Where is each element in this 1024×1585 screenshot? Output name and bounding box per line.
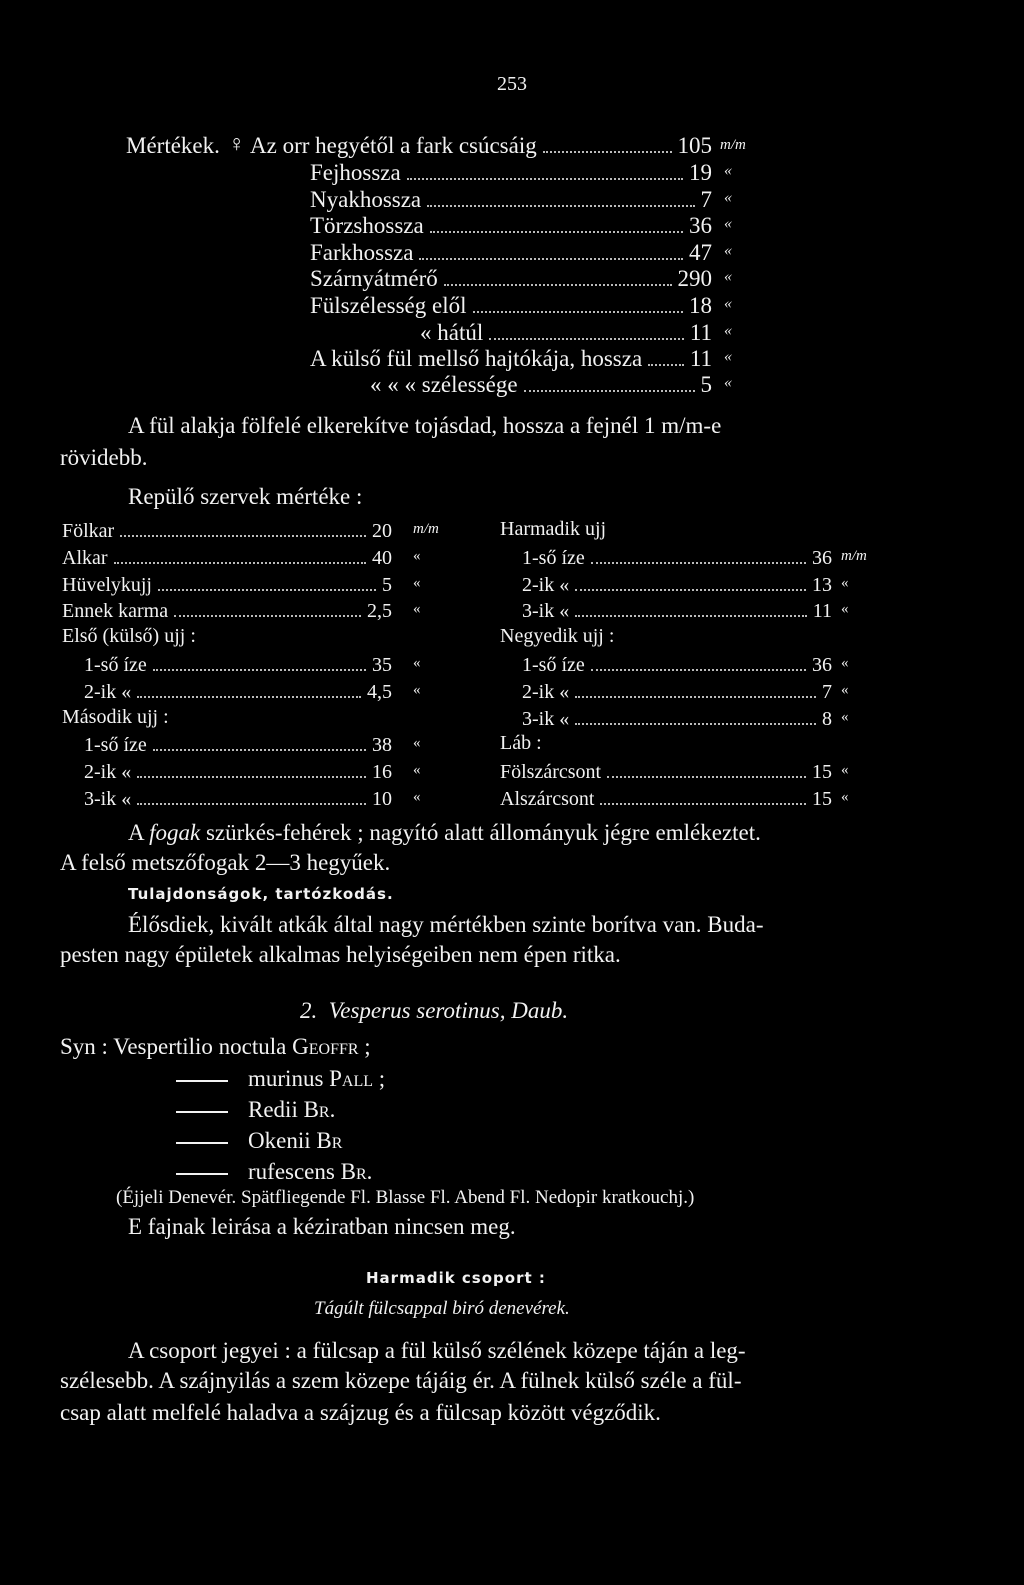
leader-dots [137,803,366,805]
column-row-unit: « [413,547,421,564]
measurement-value: 36 [689,213,712,238]
column-row-value: 36 [812,546,832,569]
leader-dots [607,776,806,778]
column-row-unit: « [413,601,421,618]
synonym-name: Okenii [248,1128,311,1153]
column-row-value: 20 [372,520,392,542]
dash-mark [176,1173,228,1175]
column-row-value: 4,5 [367,680,392,703]
leader-dots [174,615,361,617]
ditto-mark: « [724,215,732,232]
column-row-unit: m/m [841,547,867,564]
measurement-row [310,293,712,319]
measurement-row [310,346,712,372]
column-row-value: 36 [812,654,832,676]
column-row-unit: « [841,681,849,698]
column-row-value: 8 [822,707,832,730]
column-row-unit: « [841,789,849,805]
column-row [500,786,832,812]
column-row-label: Alszárcsont [500,788,595,810]
column-row-unit: « [841,655,849,671]
column-row [522,652,832,678]
measurement-value: 105 [677,133,712,158]
ditto-mark: « [724,348,732,365]
teeth-line2: A felső metszőfogak 2—3 hegyűek. [60,850,391,875]
measurement-value: 18 [689,293,712,318]
leader-dots [427,205,694,207]
ear-text-line2: rövidebb. [60,445,148,470]
column-row [84,679,392,705]
ditto-mark: « [724,268,732,285]
leader-dots [575,615,807,617]
ditto-mark: « [724,295,732,312]
page-number: 253 [497,73,527,95]
leader-dots [430,231,683,233]
column-row-value: 5 [382,573,392,596]
measurement-value: 11 [689,320,712,345]
ditto-mark: « [724,374,732,391]
column-row-value: 15 [812,788,832,810]
leader-dots [575,589,806,591]
leader-dots [600,803,806,805]
column-row [84,759,392,785]
column-row-label: 2-ik « [84,761,132,784]
group-line1: A csoport jegyei : a fülcsap a fül külső szélének közepe táján a leg- [128,1338,746,1363]
group-line3: csap alatt melfelé haladva a szájzug és a fülcsap között végződik. [60,1400,661,1425]
column-row-value: 35 [372,654,392,676]
column-row [84,786,392,812]
column-row-label: 3-ik « [84,788,132,810]
flight-heading: Repülő szervek mértéke : [128,484,363,509]
measurement-value: 5 [700,372,712,397]
column-row-value: 15 [812,761,832,784]
column-row-unit: « [413,762,421,779]
leader-dots [114,562,366,564]
column-row [62,598,392,624]
leader-dots [648,364,684,366]
column-row-label: 2-ik « [84,680,132,703]
measurement-label: Az orr hegyétől a fark csúcsáig [250,133,537,158]
measurement-row [310,160,712,186]
measurement-row [310,240,712,266]
column-row-label: 3-ik « [522,600,570,623]
common-names: (Éjjeli Denevér. Spätfliegende Fl. Blasse Fl. Abend Fl. Nedopir kratkouchj.) [116,1187,695,1208]
female-sign-icon: ♀ [228,131,246,156]
column-subheading: Láb : [500,732,542,755]
missing-description: E fajnak leirása a kéziratban nincsen meg. [128,1214,516,1239]
leader-dots [591,669,806,671]
column-row [62,518,392,544]
column-row [522,572,832,598]
column-row-label: 1-ső íze [522,654,585,676]
measurement-value: 47 [689,240,712,265]
ditto-mark: « [724,162,732,179]
leader-dots [158,589,376,591]
measurement-label: Fülszélesség elől [310,293,467,318]
column-row [522,679,832,705]
measurement-label: Farkhossza [310,240,414,265]
properties-heading: Tulajdonságok, tartózkodás. [128,885,394,903]
leader-dots [524,390,695,392]
measurement-label: Fejhossza [310,160,401,185]
synonym-row [124,1066,385,1092]
leader-dots [137,696,361,698]
column-row-unit: « [841,574,849,591]
synonym-name: murinus [248,1066,324,1091]
synonym-row [124,1097,335,1123]
unit-mm: m/m [720,137,746,153]
measurement-label: A külső fül mellső hajtókája, hossza [310,346,643,371]
column-row-label: Alkar [62,546,108,569]
column-row [522,598,832,624]
column-row-label: 1-ső íze [84,734,147,757]
column-row-unit: « [841,601,849,618]
leader-dots [575,696,816,698]
column-row-value: 11 [812,600,832,623]
synonym-name: rufescens [248,1159,335,1184]
synonym-name: Redii [248,1097,298,1122]
column-row-label: 1-ső íze [84,654,147,676]
column-row-label: Fölszárcsont [500,761,602,784]
leader-dots [489,338,684,340]
leader-dots [543,151,672,153]
ditto-mark: « [724,322,732,339]
measurement-label: Nyakhossza [310,187,422,212]
measurement-label: « hátúl [420,320,484,345]
habitat-line2: pesten nagy épületek alkalmas helyiségeiben nem épen ritka. [60,942,621,967]
column-row [522,706,832,732]
column-row-value: 7 [822,680,832,703]
dash-mark [176,1080,228,1082]
measurement-row [310,266,712,292]
measurement-label: Törzshossza [310,213,424,238]
column-row-unit: « [841,762,849,779]
synonym-author: Br. [340,1159,373,1184]
column-subheading: Harmadik ujj [500,518,607,540]
column-subheading: Második ujj : [62,705,169,728]
column-row [84,652,392,678]
measurement-row [310,187,712,213]
measurement-row [310,213,712,239]
ear-text-line1: A fül alakja fölfelé elkerekítve tojásdad, hossza a fejnél 1 m/m-e [128,413,722,438]
leader-dots [153,749,366,751]
synonym-author: Br. [303,1097,336,1122]
dash-mark [176,1142,228,1144]
column-row-unit: « [413,655,421,671]
synonym-author: Br [316,1128,343,1153]
column-row [62,545,392,571]
column-row [62,572,392,598]
column-subheading: Negyedik ujj : [500,625,615,648]
group-heading: Harmadik csoport : [366,1269,546,1287]
leader-dots [473,311,684,313]
column-row-value: 2,5 [367,600,392,623]
measurement-row [420,320,712,346]
measurements-label: Mértékek. [126,133,220,158]
column-row-label: 2-ik « [522,680,570,703]
leader-dots [120,535,366,537]
teeth-line1: A fogak szürkés-fehérek ; nagyító alatt állományuk jégre emlékeztet. [128,820,761,845]
column-row-value: 13 [812,573,832,596]
column-row-label: Fölkar [62,520,115,542]
column-row [500,759,832,785]
measurement-label: Szárnyátmérő [310,266,438,291]
leader-dots [407,178,683,180]
column-row-value: 38 [372,734,392,757]
ditto-mark: « [724,242,732,259]
group-subtitle: Tágúlt fülcsappal biró denevérek. [314,1298,570,1319]
dash-mark [176,1111,228,1113]
column-row-value: 16 [372,761,392,784]
measurement-value: 11 [689,346,712,371]
group-line2: szélesebb. A szájnyilás a szem közepe tájáig ér. A fülnek külső széle a fül- [60,1368,742,1393]
column-row-label: 3-ik « [522,707,570,730]
measurement-row [250,133,712,159]
column-row-label: Hüvelykujj [62,573,152,596]
ditto-mark: « [724,189,732,206]
synonym-row [124,1159,372,1185]
measurement-value: 7 [700,187,712,212]
leader-dots [591,562,806,564]
column-row-unit: « [413,735,421,752]
measurement-label: « « « szélessége [370,372,518,397]
column-subheading: Első (külső) ujj : [62,625,196,648]
species-heading: 2. Vesperus serotinus, Daub. [300,998,569,1023]
column-row-unit: « [413,789,421,805]
column-row-unit: « [413,574,421,591]
column-row-value: 40 [372,546,392,569]
leader-dots [137,776,366,778]
column-row-label: 2-ik « [522,573,570,596]
synonym-first: Syn : Vespertilio noctula Geoffr ; [60,1034,371,1059]
leader-dots [419,258,683,260]
synonym-author: Pall ; [329,1066,386,1091]
column-row [522,545,832,571]
synonym-row [124,1128,342,1154]
measurement-row [370,372,712,398]
column-row-label: 1-ső íze [522,546,585,569]
measurement-value: 290 [677,266,712,291]
measurement-value: 19 [689,160,712,185]
column-row-value: 10 [372,788,392,810]
habitat-line1: Élősdiek, kivált atkák által nagy mértékben szinte borítva van. Buda- [128,912,764,937]
column-row [84,732,392,758]
column-row-unit: « [841,708,849,725]
column-row-unit: m/m [413,521,439,537]
leader-dots [153,669,366,671]
leader-dots [444,284,672,286]
leader-dots [575,723,816,725]
column-row-label: Ennek karma [62,600,169,623]
column-row-unit: « [413,681,421,698]
